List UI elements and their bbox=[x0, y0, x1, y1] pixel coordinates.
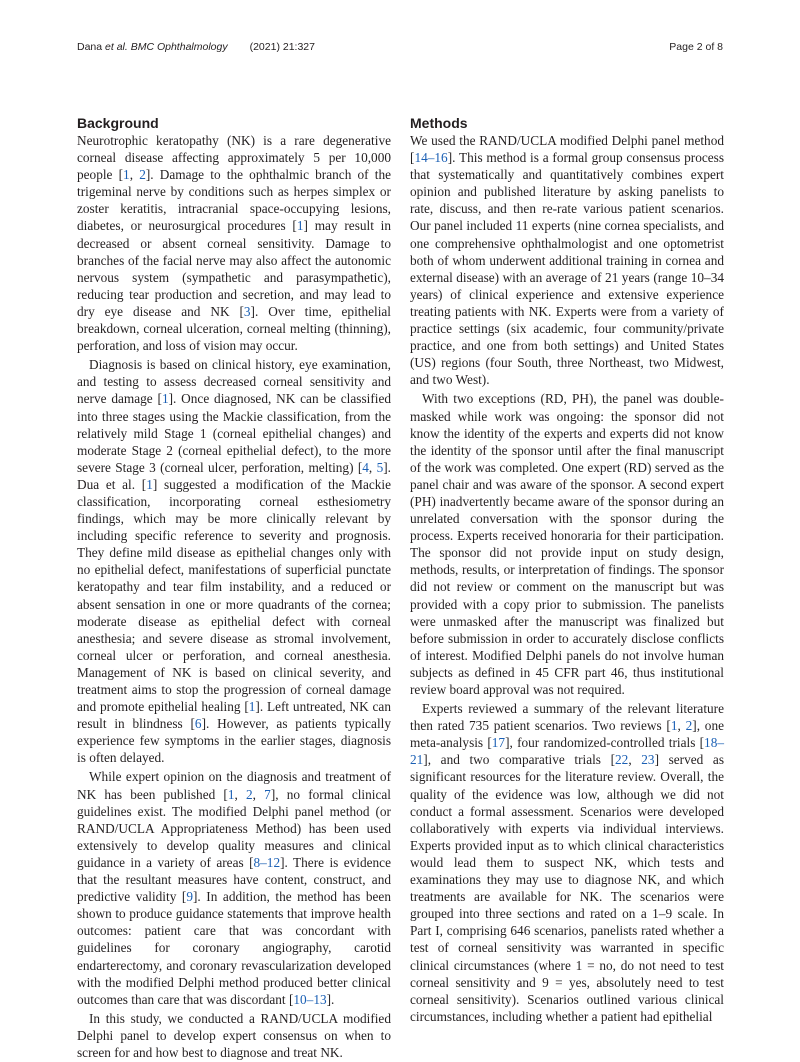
citation-link[interactable]: 2 bbox=[246, 786, 253, 802]
citation-link[interactable]: 1 bbox=[227, 786, 235, 802]
background-paragraph-3: While expert opinion on the diagnosis and treatment of NK has been published [1, 2, 7], no formal clinical guidelines exist. The modified Delphi panel method (or RAND/UCLA Appropriateness Method) has been used extensively to develop quality measures and clinical guidance in a variety of areas [8–12]. There is evidence that the resultant measures have content, construct, and predictive validity [9]. In addition, the method has been shown to produce guidance statements that improve health outcomes: patient care that was concordant with guidelines for coronary angiography, carotid endarterectomy, and coronary revascularization developed with the modified Delphi method produced better clinical outcomes than care that was discordant [10–13]. bbox=[77, 769, 391, 1007]
citation-link[interactable]: 1 bbox=[248, 699, 256, 715]
citation-link[interactable]: 22 bbox=[615, 752, 629, 768]
background-paragraph-4: In this study, we conducted a RAND/UCLA modified Delphi panel to develop expert consensus on when to screen for and how best to diagnose and treat NK. bbox=[77, 1010, 391, 1060]
background-heading: Background bbox=[77, 115, 159, 131]
citation-link[interactable]: 8–12 bbox=[253, 854, 281, 870]
header-journal: BMC Ophthalmology bbox=[127, 41, 228, 53]
citation-link[interactable]: 1 bbox=[123, 167, 130, 183]
citation-link[interactable]: 10–13 bbox=[293, 991, 327, 1007]
header-author: Dana bbox=[77, 41, 106, 53]
methods-paragraph-2: With two exceptions (RD, PH), the panel was double-masked while work was ongoing: the sponsor did not know the identity of the experts and experts did not know the identity of the sponsor until after the final manuscript of the work was completed. One expert (RD) served as the panel chair and was aware of the sponsor. A second expert (PH) inadvertently became aware of the sponsor during an unrelated conversation with the sponsor during the process. Experts received honoraria for their participation. The sponsor did not provide input on study design, methods, results, or interpretation of findings. The sponsor did not review or comment on the manuscript but was provided with a copy prior to submission. The panelists were unmasked after the manuscript was finalized but before submission in order to accurately disclose conflicts of interest. Modified Delphi panels do not involve human subjects as defined in 45 CFR part 46, thus institutional review board approval was not required. bbox=[410, 391, 724, 697]
citation-link[interactable]: 6 bbox=[194, 716, 202, 732]
right-column bbox=[410, 115, 724, 1025]
background-paragraph-1: Neurotrophic keratopathy (NK) is a rare degenerative corneal disease affecting approximately 5 per 10,000 people [1, 2]. Damage to the ophthalmic branch of the trigeminal nerve by conditions such as herpes simplex or zoster keratitis, intracranial space-occupying lesions, diabetes, or neurosurgical procedures [1] may result in decreased or absent corneal sensitivity. Damage to branches of the facial nerve may also affect the autonomic nervous system (sympathetic and parasympathetic), reducing tear production and secretion, and may lead to dry eye disease and NK [3]. Over time, epithelial breakdown, corneal ulceration, corneal melting (thinning), perforation, and loss of vision may occur. bbox=[77, 133, 391, 354]
header-volume: (2021) 21:327 bbox=[249, 41, 315, 53]
methods-heading: Methods bbox=[410, 115, 468, 131]
citation-link[interactable]: 5 bbox=[376, 459, 384, 475]
citation-link[interactable]: 7 bbox=[264, 786, 271, 802]
citation-link[interactable]: 1 bbox=[146, 476, 153, 492]
citation-link[interactable]: 2 bbox=[139, 167, 146, 183]
citation-link[interactable]: 17 bbox=[491, 735, 506, 751]
citation-link[interactable]: 3 bbox=[243, 303, 251, 319]
methods-paragraph-3: Experts reviewed a summary of the relevant literature then rated 735 patient scenarios. Two reviews [1, 2], one meta-analysis [17], four randomized-controlled trials [18–21], and two comparative trials [22, 23] served as significant resources for the literature review. Overall, the quality of the evidence was low, although we did not conduct a formal assessment. Scenarios were developed collaboratively with experts via individual interviews. Experts provided input as to which clinical characteristics would lead them to suspect NK, which tests and examinations they may use to diagnose NK, and which treatments are available for NK. The scenarios were grouped into three sections and rated on a 1–9 scale. In Part I, comprising 646 scenarios, panelists rated whether a test of corneal sensitivity was warranted in specific clinical circumstances (where 1 = no, do not need to test corneal sensitivity and 9 = yes, absolutely need to test corneal sensitivity). Scenarios outlined various clinical circumstances, including whether a patient had epithelial bbox=[410, 701, 725, 1024]
methods-paragraph-1: We used the RAND/UCLA modified Delphi panel method [14–16]. This method is a formal group consensus process that systematically and quantitatively combines expert opinion and published literature by asking panelists to rate, discuss, and then re-rate various patient scenarios. Our panel included 11 experts (nine cornea specialists, and one comprehensive ophthalmologist and one optometrist both of whom underwent additional training in cornea and external disease) with an average of 21 years (range 10–34 years) of clinical experience and extensive experience treating patients with NK. Experts were from a variety of practice settings (six academic, four community/private practice, and one from both settings) and United States (US) regions (four South, three Northeast, two Midwest, and two West). bbox=[410, 133, 724, 388]
citation-link[interactable]: 1 bbox=[296, 218, 304, 234]
background-paragraph-2: Diagnosis is based on clinical history, eye examination, and testing to assess decreased corneal sensitivity and nerve damage [1]. Once diagnosed, NK can be classified into three stages using the Mackie classification, from the relatively mild Stage 1 (corneal epithelial changes) and moderate Stage 2 (corneal epithelial defect), to the more severe Stage 3 (corneal ulcer, perforation, melting) [4, 5]. Dua et al. [1] suggested a modification of the Mackie classification, incorporating corneal esthesiometry findings, which may be more clinically relevant by including specific reference to severity and prognosis. They define mild disease as epithelial changes only with no epithelial defect, manifestations of superficial punctate keratopathy and tear film instability, and a reduced or absent sensation in one or more quadrants of the cornea; moderate disease as epithelial defect with corneal anesthesia; and severe disease as stromal involvement, corneal ulcer or perforation, and corneal anesthesia. Management of NK is based on clinical severity, and treatment aims to stop the progression of corneal damage and promote epithelial healing [1]. Left untreated, NK can result in blindness [6]. However, as patients typically experience few symptoms in the earlier stages, diagnosis is often delayed. bbox=[77, 357, 391, 766]
citation-link[interactable]: 14–16 bbox=[414, 150, 448, 166]
citation-link[interactable]: 4 bbox=[362, 459, 369, 475]
header-citation bbox=[77, 41, 315, 53]
page-number: Page 2 of 8 bbox=[669, 41, 723, 53]
citation-link[interactable]: 9 bbox=[186, 889, 193, 905]
citation-link[interactable]: 18–21 bbox=[410, 735, 724, 768]
citation-link[interactable]: 1 bbox=[161, 391, 169, 407]
citation-link[interactable]: 23 bbox=[641, 752, 655, 768]
header-etal: et al. bbox=[105, 41, 128, 53]
left-column bbox=[77, 115, 391, 1061]
citation-link[interactable]: 2 bbox=[685, 718, 693, 734]
running-header bbox=[77, 41, 723, 59]
citation-link[interactable]: 1 bbox=[670, 718, 678, 734]
